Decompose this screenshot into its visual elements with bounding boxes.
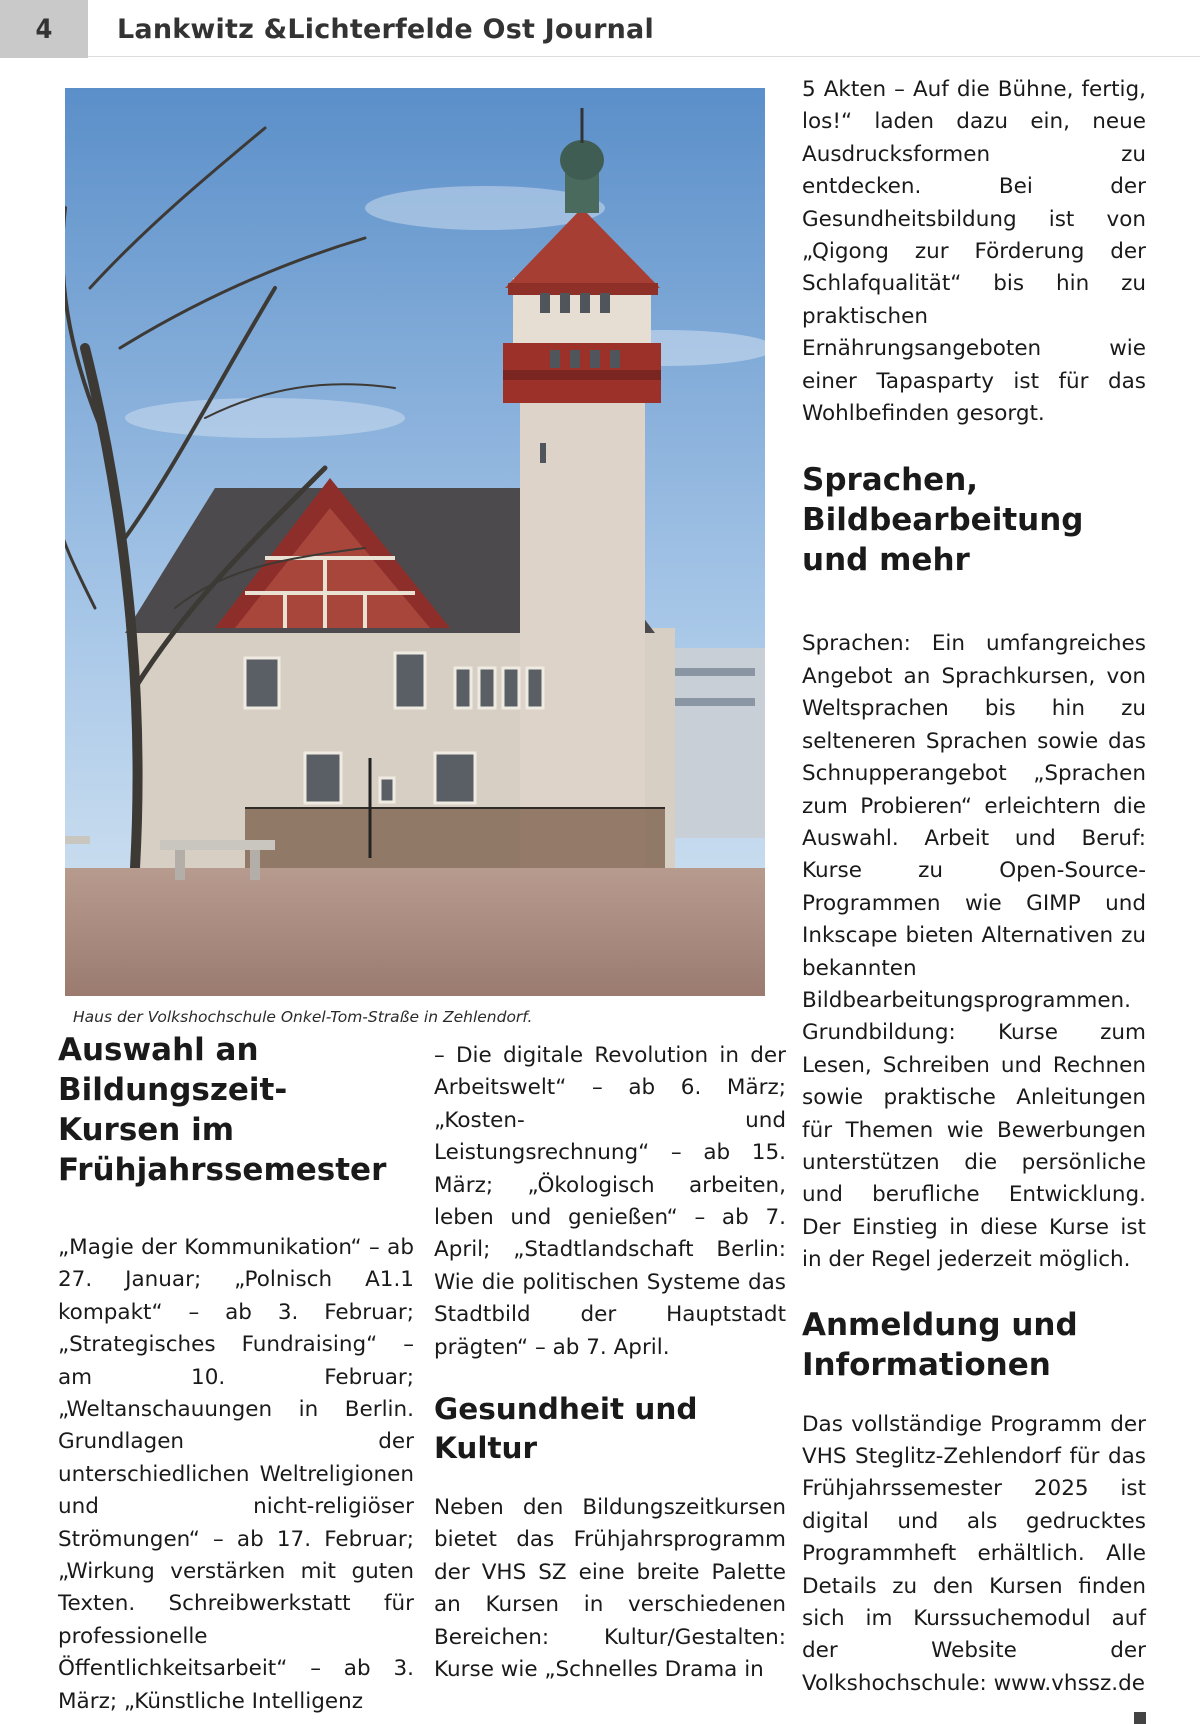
right-body-top: 5 Akten – Auf die Bühne, fertig, los!“ laden dazu ein, neue Ausdrucksformen zu entdecken. Bei der Gesundheitsbildung ist von „Qigong zur Förderung der Schlafqualität“ bis hin zu praktischen Ernährungsangeboten wie einer Tapasparty ist für das Wohlbefinden gesorgt. <box>802 77 1146 427</box>
end-square-icon <box>1134 1712 1146 1724</box>
left-heading: Auswahl an Bildungszeit-Kursen im Frühjahrssemester <box>58 1032 387 1188</box>
middle-body-top: – Die digitale Revolution in der Arbeitswelt“ – ab 6. März; „Kosten- und Leistungsrechnung“ – ab 15. März; „Ökologisch arbeiten, leben und genießen“ – ab 7. April; „Stadtlandschaft Berlin: Wie die politischen Systeme das Stadtbild der Hauptstadt prägten“ – ab 7. April. <box>434 1043 786 1360</box>
right-body-middle: Sprachen: Ein umfangreiches Angebot an Sprachkursen, von Weltsprachen bis hin zu selteneren Sprachen sowie das Schnupperangebot „Sprachen zum Probieren“ erleichtern die Auswahl. Arbeit und Beruf: Kurse zu Open-Source-Programmen wie GIMP und Inkscape bieten Alternativen zu bekannten Bildbearbeitungsprogrammen. Grundbildung: Kurse zum Lesen, Schreiben und Rechnen sowie praktische Anleitungen für Themen wie Bewerbungen unterstützen die persönliche und berufliche Entwicklung. Der Einstieg in diese Kurse ist in der Regel jederzeit möglich. <box>802 631 1146 1273</box>
right-body-bottom-wrap <box>802 1409 1146 1701</box>
middle-column <box>434 1040 786 1687</box>
photo-caption: Haus der Volkshochschule Onkel-Tom-Straße in Zehlendorf. <box>73 1008 533 1026</box>
right-column <box>802 74 1146 1724</box>
header-rule <box>88 56 1200 57</box>
left-body: „Magie der Kommunikation“ – ab 27. Januar; „Polnisch A1.1 kompakt“ – ab 3. Februar; „Strategisches Fundraising“ – am 10. Februar; „Weltanschauungen in Berlin. Grundlagen der unterschiedlichen Weltreligionen und nicht-religiöser Strömungen“ – ab 17. Februar; „Wirkung verstärken mit guten Texten. Schreibwerkstatt für professionelle Öffentlichkeitsarbeit“ – ab 3. März; „Künstliche Intelligenz <box>58 1235 414 1714</box>
right-heading-1: Sprachen, Bildbearbeitung und mehr <box>802 462 1084 579</box>
middle-body-bottom: Neben den Bildungszeitkursen bietet das Frühjahrsprogramm der VHS SZ eine breite Palette an Kursen in verschiedenen Bereichen: Kultur/Gestalten: Kurse wie „Schnelles Drama in <box>434 1495 786 1683</box>
building-photo <box>65 88 765 996</box>
right-body-bottom: Das vollständige Programm der VHS Steglitz-Zehlendorf für das Frühjahrssemester 2025 ist digital und als gedrucktes Programmheft erhältlich. Alle Details zu den Kursen finden sich im Kurssuchemodul auf der Website der Volkshochschule: www.vhssz.de <box>802 1411 1146 1696</box>
middle-heading: Gesundheit und Kultur <box>434 1392 698 1466</box>
journal-title: Lankwitz &Lichterfelde Ost Journal <box>117 14 654 45</box>
page-number: 4 <box>0 0 88 58</box>
right-heading-2: Anmeldung und Informationen <box>802 1306 1078 1383</box>
left-column <box>58 1030 414 1718</box>
